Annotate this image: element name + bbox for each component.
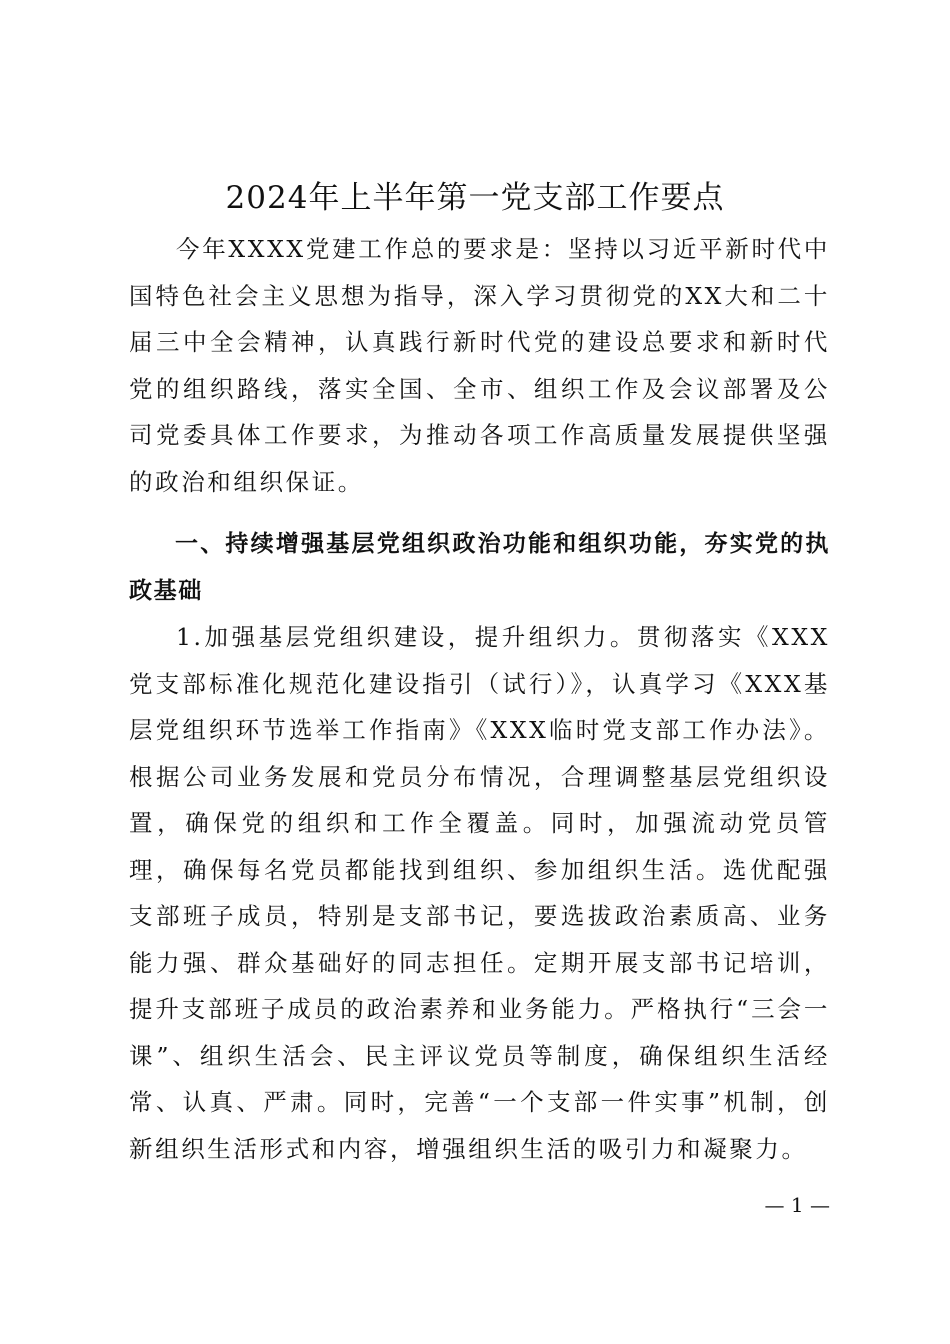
document-body xyxy=(129,226,830,1172)
page-number: — 1 — xyxy=(764,1193,830,1217)
document-title: 2024年上半年第一党支部工作要点 xyxy=(225,180,725,216)
section-heading: 一、持续增强基层党组织政治功能和组织功能，夯实党的执政基础 xyxy=(129,531,830,604)
intro-paragraph: 今年XXXX党建工作总的要求是：坚持以习近平新时代中国特色社会主义思想为指导，深入学习贯彻党的XX大和二十届三中全会精神，认真践行新时代党的建设总要求和新时代党的组织路线，落实全国、全市、组织工作及会议部署及公司党委具体工作要求，为推动各项工作高质量发展提供坚强的政治和组织保证。 xyxy=(129,235,830,496)
item-paragraph: 1.加强基层党组织建设，提升组织力。贯彻落实《XXX党支部标准化规范化建设指引（试行）》，认真学习《XXX基层党组织环节选举工作指南》《XXX临时党支部工作办法》。根据公司业务发展和党员分布情况，合理调整基层党组织设置，确保党的组织和工作全覆盖。同时，加强流动党员管理，确保每名党员都能找到组织、参加组织生活。选优配强支部班子成员，特别是支部书记，要选拔政治素质高、业务能力强、群众基础好的同志担任。定期开展支部书记培训，提升支部班子成员的政治素养和业务能力。严格执行“三会一课”、组织生活会、民主评议党员等制度，确保组织生活经常、认真、严肃。同时，完善“一个支部一件实事”机制，创新组织生活形式和内容，增强组织生活的吸引力和凝聚力。 xyxy=(129,623,830,1163)
